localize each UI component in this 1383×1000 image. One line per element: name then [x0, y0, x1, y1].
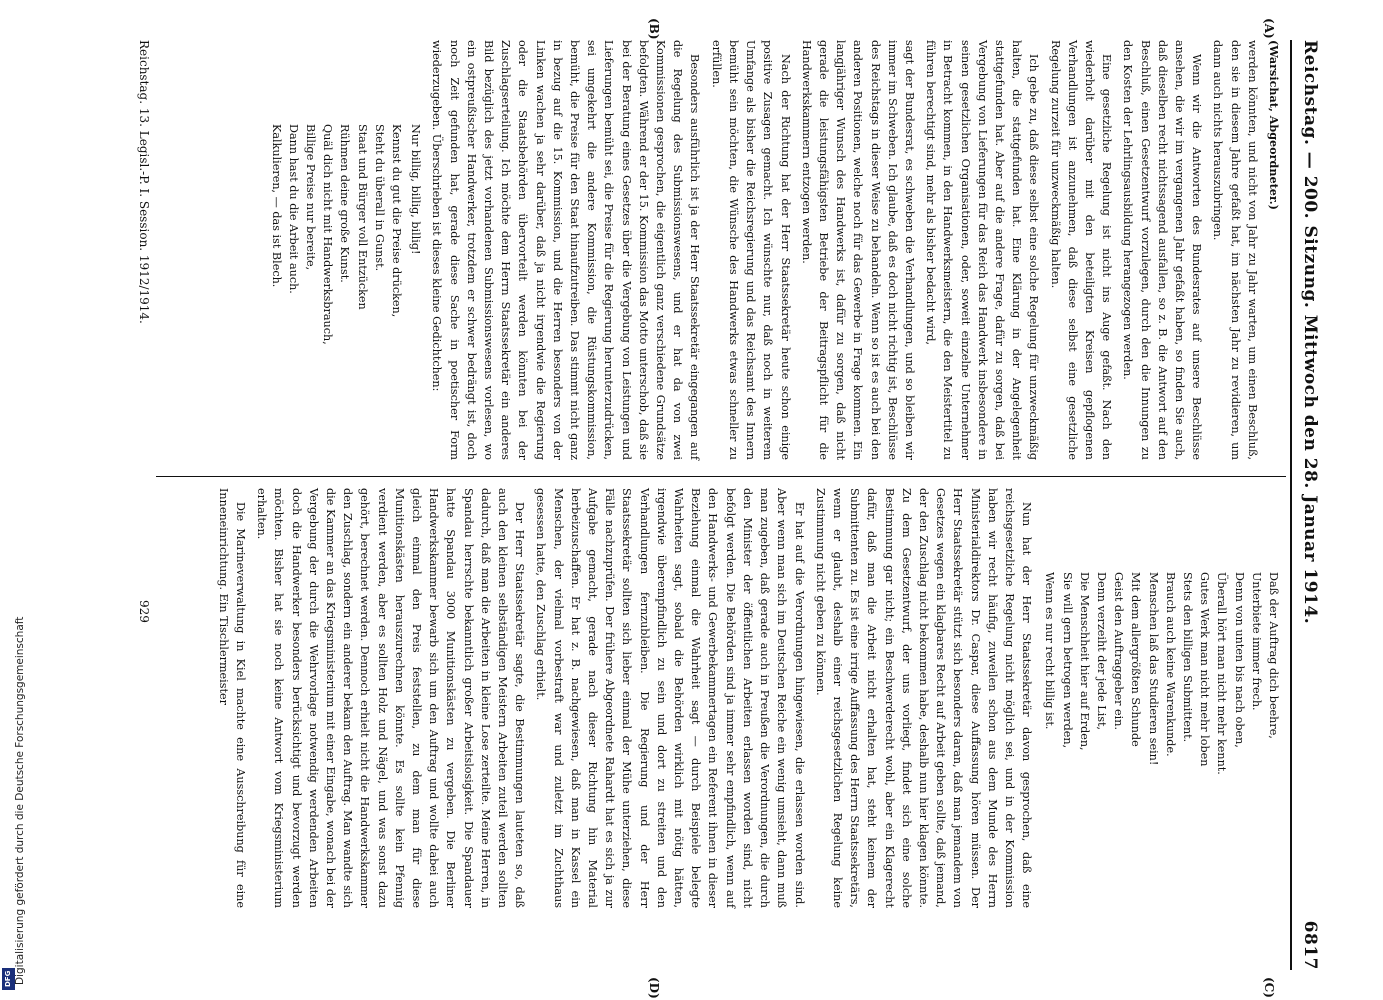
- poem-line: Überall hört man nicht mehr kennt.: [1215, 572, 1229, 775]
- poem-line: Daß der Auftrag dich beehre,: [1267, 572, 1280, 739]
- paragraph: Er hat auf die Verordnungen hingewiesen, die erlassen worden sind. Aber wenn man sich im Deutschen Reiche ein wenig umsieht, dann muß man zugeben, daß gerade auch in Preußen die Verordnungen, die durch den Minister der öffentlichen Arbeiten erlassen worden sind, nicht befolgt werden. Die Behörden sind ja immer sehr empfindlich, wenn auf den Handwerks- und Gewerbekammertagen ein Referent ihnen in dieser Beziehung einmal die Wahrheit sagt — durch Beispiele belegte Wahrheiten sagt, sobald die Behörden wirklich mit nötig hätten, irgendwie überempfindlich zu sein und dort zu streiten und den Verhandlungen fernzubleiben. Die Regierung und der Herr Staatssekretär sollten sich lieber einmal der Mühe unterziehen, diese Fälle nachzuprüfen. Der frühere Abgeordnete Rahardt hat es sich ja zur Aufgabe gemacht, gerade nach dieser Richtung hin Material herbeizuschaffen. Er hat z. B. nachgewiesen, daß man in Kassel ein Menschen, der vielmal vorbestraft war und zuletzt im Zuchthaus gesessen hatte, den Zuschlag erhielt.: [534, 488, 806, 908]
- poem-line: Unterbiete immer frech.: [1249, 572, 1263, 711]
- poem-continued: [1041, 572, 1282, 908]
- poem-line: Sie will gern betrogen werden,: [1060, 572, 1074, 749]
- poem-line: Die Menschheit hier auf Erden,: [1077, 572, 1091, 751]
- paragraph: Ich gebe zu, daß diese selbst eine solche Regelung für unzweckmäßig halten, die stattgefunden hat. Eine Klärung in der Angelegenheit stattgefunden hat. Aber auf die andere Frage, dafür zu sorgen, daß bei Vergebung von Lieferungen für das Reich das Handwerk insbesondere in seinen gesetzlichen Organisationen, oder, soweit einzelne Unternehmer in Betracht kommen, in den Handwerksmeistern, die den Meistertitel zu führen berechtigt sind, mehr als bisher bedacht wird,: [924, 40, 1041, 460]
- poem-line: Menschen laß das Studieren sein!: [1146, 572, 1160, 766]
- poem-line: Staat und Bürger voll Entzücken: [355, 124, 369, 310]
- sidebar: [0, 0, 26, 1000]
- poem-line: Brauch auch keine Warenkunde.: [1163, 572, 1177, 757]
- paragraph: Nun hat der Herr Staatssekretär davon gesprochen, daß eine reichsgesetzliche Regelung nicht möglich sei, und in der Kommission haben wir recht häufig, zuweilen schon aus dem Munde des Herrn Ministerialdirektors Dr. Caspar, diese Auffassung hören müssen. Der Herr Staatssekretär stützt sich besonders daran, daß man jemandem von Gesetzes wegen ein klagbares Recht auf Arbeit geben sollte, daß jemand, der den Zuschlag nicht bekommen habe, deshalb nun hier klagen könnte. Zu dem Gesetzentwurf, der uns vorliegt, findet sich eine solche Bestimmung gar nicht; ein Beschwerderecht wohl, aber ein Klagerecht dafür, daß man die Arbeit nicht erhalten hat, steht keinem der Submittenten zu. Es ist eine irrige Auffassung des Herrn Staatssekretärs, wenn er glaubt, deshalb einer reichsgesetzlichen Regelung keine Zustimmung nicht geben zu können.: [813, 488, 1034, 908]
- margin-marker-b: (B): [647, 18, 661, 40]
- margin-marker-a: (A): [1262, 18, 1276, 39]
- paragraph: Der Herr Staatssekretär sagte, die Bestimmungen lauteten so, daß auch den kleinen selbständigen Meistern Arbeiten zuteil werden sollten dadurch, daß man die Arbeiten in kleine Lose zerteilte. Meine Herren, in Spandau herrschte bekanntlich großer Arbeitslosigkeit. Die Spandauer hatte Spandau 3000 Munitionskästen zu vergeben. Die Berliner Handwerkskammer bewarb sich um den Auftrag und wollte dabei auch gleich einmal den Preis feststellen, zu dem man für diese Munitionskästen herauszurechnen könnte. Es sollte kein Pfennig verdient werden, aber es sollten Holz und Nägel, und was sonst dazu gehört, berechnet werden. Dennoch erhielt nicht die Handwerkskammer den Zuschlag, sondern ein anderer bekam den Auftrag. Man wandte sich die Kammer an das Kriegsministerium mit einer Eingabe, wonach bei der Vergebung der durch die Wehrvorlage notwendig werdenden Arbeiten doch die Handwerker besonders berücksichtigt und bevorzugt werden möchten. Bisher hat sie noch keine Antwort vom Kriegsministerium erhalten.: [255, 488, 527, 908]
- column-divider: [156, 476, 1286, 477]
- poem-line: Kennst du gut die Preise drücken,: [390, 124, 404, 318]
- poem-line: Steht du überall in Gunst.: [372, 124, 386, 272]
- paragraph: Die Marineverwaltung in Kiel machte eine Ausschreibung für eine Inneneinrichtung. Ein Tischlermeister: [216, 488, 248, 908]
- poem-line: Denn von unten bis nach oben,: [1232, 572, 1246, 748]
- poem-line: Rühmen deine große Kunst.: [338, 124, 352, 283]
- paragraph: Nach der Richtung hat der Herr Staatssekretär heute schon einige positive Zusagen gemacht. Ich wünschte nur, daß noch in weiterem Umfange als bisher die Reichsregierung und das Reichsamt des Innern bemüht sein möchten, die Wünsche des Handwerks etwas schneller zu erfüllen.: [709, 40, 792, 460]
- dfg-logo: DFG: [2, 968, 15, 990]
- poem-line: Denn verzeiht der jede List,: [1094, 572, 1108, 731]
- paragraph: sagt der Bundesrat, es schweben die Verhandlungen, und so bleiben wir immer im Schweben. Ich glaube, daß es doch nicht richtig ist, Beschlüsse des Reichstags in dieser Weise zu behandeln. Wenn so ist es auch bei den anderen Positionen, welche noch für das Gewerbe in Frage kommen. Ein langjähriger Wunsch des Handwerks ist, dafür zu sorgen, daß nicht gerade die leistungsfähigsten Betriebe der Beitragspflicht für die Handwerkskammern entzogen werden.: [799, 40, 916, 460]
- right-column: [211, 488, 1282, 908]
- poem-line: Quäl dich nicht mit Handwerksbrauch,: [321, 124, 335, 345]
- poem-line: Dann hast du die Arbeit auch.: [286, 124, 300, 294]
- paragraph: Besonders ausführlich ist ja der Herr Staatssekretär eingegangen auf die Regelung des Submissionswesens, und er hat da von zwei Kommissionen gesprochen, die eigentlich ganz verschiedene Grundsätze befolgten. Während er der 15. Kommission das Motto unterschob, daß sie bei der Beratung eines Gesetzes über die Vergebung von Leistungen und Lieferungen bemüht sei, die Preise für die Regierung herunterzudrücken, sei umgekehrt die andere Kommission, die Rüstungskommission, bemüht, die Preise für den Staat hinaufzutreiben. Das stimmt nicht ganz in bezug auf die 15. Kommission, und die Herren besonders von der Linken wachen ja sehr darüber, daß ja nicht irgendwie die Regierung oder die Staatsbehörden übervorteilt werden könnten bei der Zuschlagserteilung. Ich möchte dem Herrn Staatssekretär ein anderes Bild bezüglich des jetzt vorhandenen Submissionswesens vorlesen, wo ein ostpreußischer Handwerker, trotzdem er schwer bedrängt ist, doch noch Zeit gefunden hat, gerade diese Sache in poetischer Form wiederzugeben. Überschrieben ist dieses kleine Gedichtchen:: [430, 40, 702, 460]
- footer-page-number: 929: [137, 600, 151, 623]
- poem-line: Geist den Auftraggeber ein.: [1112, 572, 1126, 731]
- poem-line: Kalkulieren, — das ist Blech.: [269, 124, 283, 288]
- poem-line: Stets den billigen Submittent.: [1180, 572, 1194, 743]
- margin-marker-c: (C): [1262, 977, 1276, 998]
- paragraph: werden könnten, und nicht von Jahr zu Jahr warten, um einen Beschluß, den sie in diesem Jahre gefaßt hat, im nächsten Jahr zu revidieren, um dann auch nichts herauszubringen.: [1211, 40, 1259, 460]
- newspaper-page: [36, 18, 1326, 999]
- margin-marker-d: (D): [647, 977, 661, 999]
- speaker-name: (Warsichat, Abgeordneter.): [1267, 40, 1281, 210]
- paragraph: Eine gesetzliche Regelung ist nicht ins Auge gefaßt. Nach den wiederholt darüber mit den beteiligten Kreisen gepflogenen Verhandlungen ist anzunehmen, daß diese selbst eine gesetzliche Regelung zurzeit für unzweckmäßig halten.: [1048, 40, 1114, 460]
- poem-line: Nur billig, billig, billig!: [409, 124, 423, 255]
- funding-notice: Digitalisierung gefördert durch die Deutsche Forschungsgemeinschaft: [14, 616, 26, 985]
- left-column: [261, 40, 1282, 460]
- footer-source: Reichstag. 13. Legisl.-P. I. Session. 1912/1914.: [137, 40, 151, 324]
- poem-line: Wenn es nur recht billig ist.: [1043, 572, 1057, 730]
- page-number: 6817: [1300, 920, 1320, 970]
- poem-line: Gutes Werk man nicht mehr loben: [1198, 572, 1212, 767]
- poem-line: Billige Preise nur bereite,: [304, 124, 318, 271]
- page-header: [1290, 40, 1326, 970]
- paragraph: Wenn wir die Antworten des Bundesrates auf unsere Beschlüsse ansehen, die wir im vergangenen Jahr gefaßt haben, so finden Sie auch, daß dieselben recht nichtssagend ausfallen, so z. B. die Antwort auf den Beschluß, einen Gesetzentwurf vorzulegen, durch den die Innungen zu den Kosten der Lehrlingsausbildung herangezogen werden.: [1121, 40, 1204, 460]
- poem-line: Mit dem allergrößten Schunde: [1129, 572, 1143, 747]
- page-title: Reichstag. — 200. Sitzung. Mittwoch den 28. Januar 1914.: [1300, 40, 1320, 625]
- poem: [267, 124, 424, 460]
